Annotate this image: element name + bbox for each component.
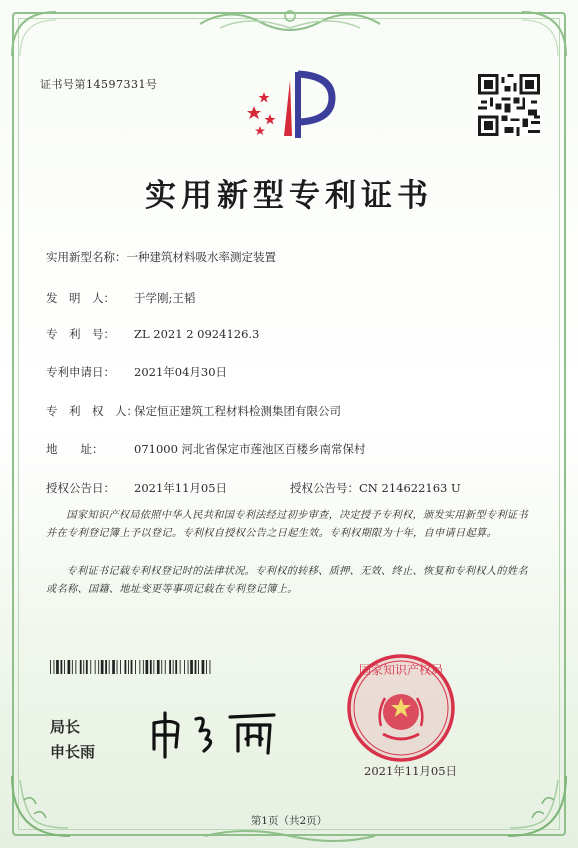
field-utility-model-name	[46, 249, 276, 265]
corner-ornament-icon	[512, 6, 572, 66]
qr-code-icon	[478, 74, 540, 136]
field-label: 授权公告日：	[46, 481, 115, 495]
certificate-title: 实用新型专利证书	[145, 178, 433, 214]
signature-icon	[148, 705, 288, 760]
field-value: 于学刚;王韬	[134, 291, 196, 305]
field-patentee	[46, 403, 341, 419]
top-ornament-icon	[190, 4, 390, 40]
field-label: 发 明 人：	[46, 291, 115, 305]
field-label: 专 利 号：	[46, 327, 115, 341]
field-inventor	[46, 290, 195, 306]
barcode-icon	[50, 660, 212, 674]
field-label: 地 址：	[46, 442, 104, 456]
field-label: 授权公告号：	[290, 481, 359, 495]
field-value: ZL 2021 2 0924126.3	[134, 327, 260, 341]
field-label: 实用新型名称：	[46, 250, 127, 264]
corner-ornament-icon	[4, 770, 76, 844]
field-value: 2021年11月05日	[134, 481, 228, 495]
certificate-number: 证书号第14597331号	[40, 78, 158, 91]
page-number: 第1页（共2页）	[250, 815, 328, 827]
field-value: 071000 河北省保定市莲池区百楼乡南常保村	[134, 442, 366, 456]
director-name: 申长雨	[50, 743, 96, 761]
director-title: 局长	[50, 718, 81, 736]
field-value: 一种建筑材料吸水率测定装置	[126, 250, 276, 264]
field-label: 专 利 权 人：	[46, 404, 138, 418]
seal-text: 国家知识产权局	[358, 663, 444, 677]
field-value: 2021年04月30日	[134, 365, 228, 379]
field-application-date	[46, 364, 227, 380]
corner-ornament-icon	[502, 770, 574, 844]
official-seal-icon	[345, 652, 457, 764]
field-value: CN 214622163 U	[359, 481, 461, 495]
certificate-statement: 国家知识产权局依照中华人民共和国专利法经过初步审查，决定授予专利权，颁发实用新型专利证书并在专利登记簿上予以登记。专利权自授权公告之日起生效。专利权期限为十年，自申请日起算。	[46, 510, 528, 539]
field-value: 保定恒正建筑工程材料检测集团有限公司	[134, 404, 341, 418]
corner-ornament-icon	[6, 6, 66, 66]
field-patent-number	[46, 326, 259, 342]
patent-office-logo	[240, 66, 340, 144]
seal-date: 2021年11月05日	[364, 764, 458, 778]
field-address	[46, 441, 366, 457]
field-label: 专利申请日：	[46, 365, 115, 379]
certificate-note: 专利证书记载专利权登记时的法律状况。专利权的转移、质押、无效、终止、恢复和专利权人的姓名或名称、国籍、地址变更等事项记载在专利登记簿上。	[46, 566, 528, 595]
field-grant-date	[46, 480, 227, 496]
bottom-ornament-icon	[200, 826, 380, 846]
field-announcement-number	[290, 480, 461, 496]
